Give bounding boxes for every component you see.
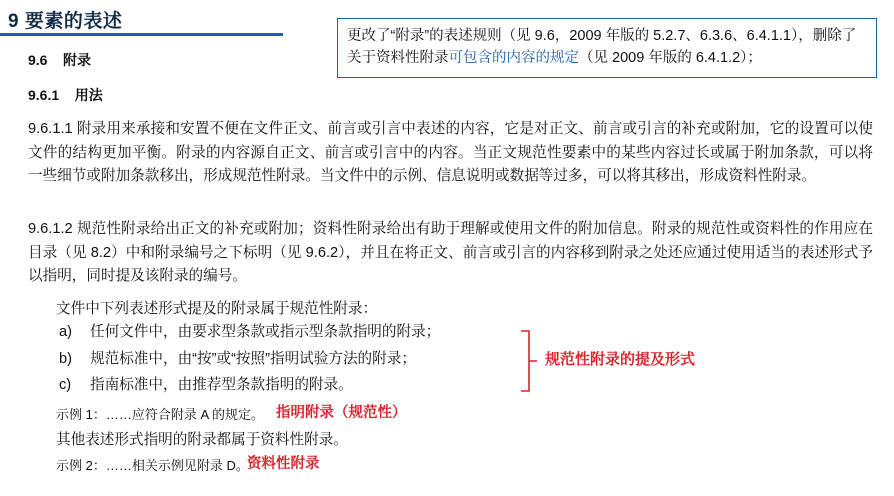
list-item-label: 指南标准中，由推荐型条款指明的附录。	[90, 377, 353, 394]
paragraph-9-6-1-2: 9.6.1.2 规范性附录给出正文的补充或附加；资料性附录给出有助于理解或使用文件的附加信息。附录的规范性或资料性的作用应在目录（见 8.2）中和附录编号之下标明（见 9.6.2），并且在将正文、前言或引言的内容移到附录之处还应通过使用适当的表述形式予以指明，同时提及该附录的编号。	[28, 221, 873, 285]
annotation-example-1: 指明附录（规范性）	[276, 405, 407, 421]
callout-text-before: 更改了“附录”的表述规则（见 9.6，2009 年版的 5.2.7、6.3.6、6.4.1.1），删除了关于资料性附录	[347, 28, 857, 67]
annotation-example-2: 资料性附录	[247, 456, 320, 472]
clause-heading-9-6: 9.6 附录	[28, 52, 92, 68]
annotation-normative-annex-forms: 规范性附录的提及形式	[545, 351, 696, 368]
paragraph-list-lead-in: 文件中下列表述形式提及的附录属于规范性附录：	[56, 301, 378, 317]
page-title: 9 要素的表述	[8, 11, 123, 32]
callout-text-after: （见 2009 年版的 6.4.1.2）；	[579, 50, 762, 67]
paragraph-9-6-1-1: 9.6.1.1 附录用来承接和安置不便在文件正文、前言或引言中表述的内容，它是对正文、前言或引言的补充或附加，它的设置可以使文件的结构更加平衡。附录的内容源自正文、前言或引言中的内容。当正文规范性要素中的某些内容过长或属于附加条款，可以将一些细节或附加条款移出，形成规范性附录。当文件中的示例、信息说明或数据等过多，可以将其移出，形成资料性附录。	[28, 121, 873, 185]
revision-note-callout	[337, 18, 877, 78]
example-2-text: 示例 2：……相关示例见附录 D。	[56, 458, 249, 473]
title-underline-rule	[0, 33, 283, 36]
list-item-marker: a)	[59, 324, 72, 340]
example-1-text: 示例 1：……应符合附录 A 的规定。	[56, 407, 265, 422]
callout-highlight: 可包含的内容的规定	[448, 50, 579, 67]
list-item-marker: c)	[59, 377, 72, 394]
list-item-label: 任何文件中，由要求型条款或指示型条款指明的附录；	[90, 324, 441, 340]
clause-heading-9-6-1: 9.6.1 用法	[28, 87, 103, 103]
list-item-label: 规范标准中，由“按”或“按照”指明试验方法的附录；	[90, 350, 416, 367]
list-item-marker: b)	[59, 350, 72, 367]
paragraph-informative-annex: 其他表述形式指明的附录都属于资料性附录。	[56, 432, 348, 448]
brace-icon	[520, 330, 538, 392]
